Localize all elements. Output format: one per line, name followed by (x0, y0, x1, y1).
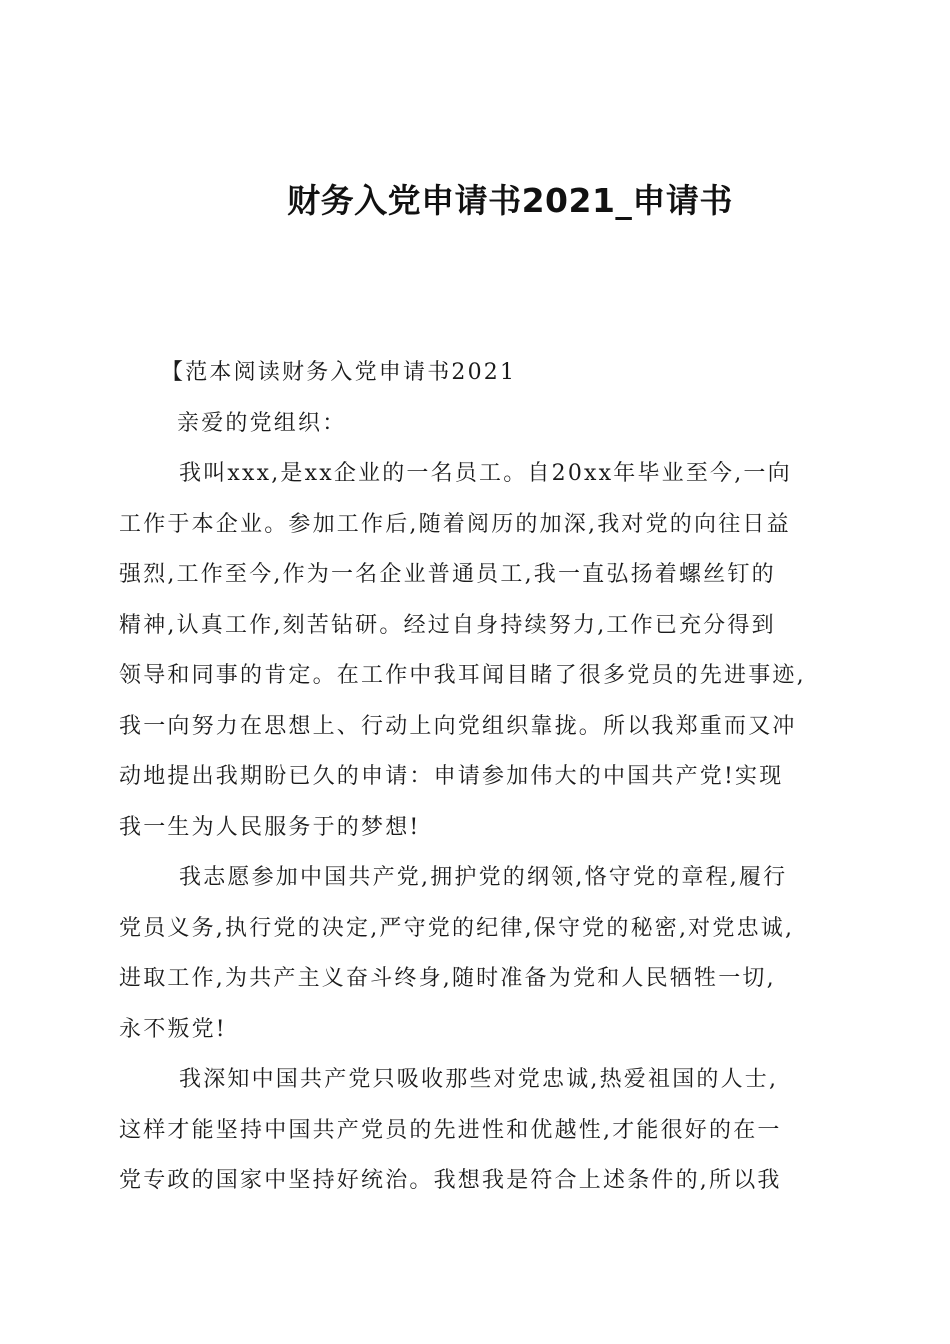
body-line: 我志愿参加中国共产党,拥护党的纲领,恪守党的章程,履行 (179, 865, 788, 890)
body-line: 领导和同事的肯定。在工作中我耳闻目睹了很多党员的先进事迹, (119, 663, 806, 688)
body-line: 我叫xxx,是xx企业的一名员工。自20xx年毕业至今,一向 (179, 461, 792, 486)
body-line: 这样才能坚持中国共产党员的先进性和优越性,才能很好的在一 (119, 1117, 782, 1143)
body-line: 动地提出我期盼已久的申请：申请参加伟大的中国共产党!实现 (119, 764, 784, 789)
body-line: 我一向努力在思想上、行动上向党组织靠拢。所以我郑重而又冲 (119, 713, 797, 739)
body-line: 亲爱的党组织： (177, 410, 347, 436)
body-line: 进取工作,为共产主义奋斗终身,随时准备为党和人民牺牲一切, (119, 966, 776, 991)
body-line: 党专政的国家中坚持好统治。我想我是符合上述条件的,所以我 (119, 1168, 782, 1193)
body-line: 我一生为人民服务于的梦想! (119, 814, 421, 840)
body-line: 我深知中国共产党只吸收那些对党忠诚,热爱祖国的人士, (179, 1067, 779, 1092)
document-title: 财务入党申请书2021_申请书 (287, 181, 733, 220)
body-line: 党员义务,执行党的决定,严守党的纪律,保守党的秘密,对党忠诚, (119, 915, 795, 941)
body-line: 【范本阅读财务入党申请书2021 (161, 360, 517, 385)
body-line: 永不叛党! (119, 1016, 227, 1042)
body-line: 强烈,工作至今,作为一名企业普通员工,我一直弘扬着螺丝钉的 (119, 562, 776, 587)
body-line: 精神,认真工作,刻苦钻研。经过自身持续努力,工作已充分得到 (119, 612, 776, 638)
body-line: 工作于本企业。参加工作后,随着阅历的加深,我对党的向往日益 (119, 511, 791, 537)
document-body (119, 348, 849, 1207)
